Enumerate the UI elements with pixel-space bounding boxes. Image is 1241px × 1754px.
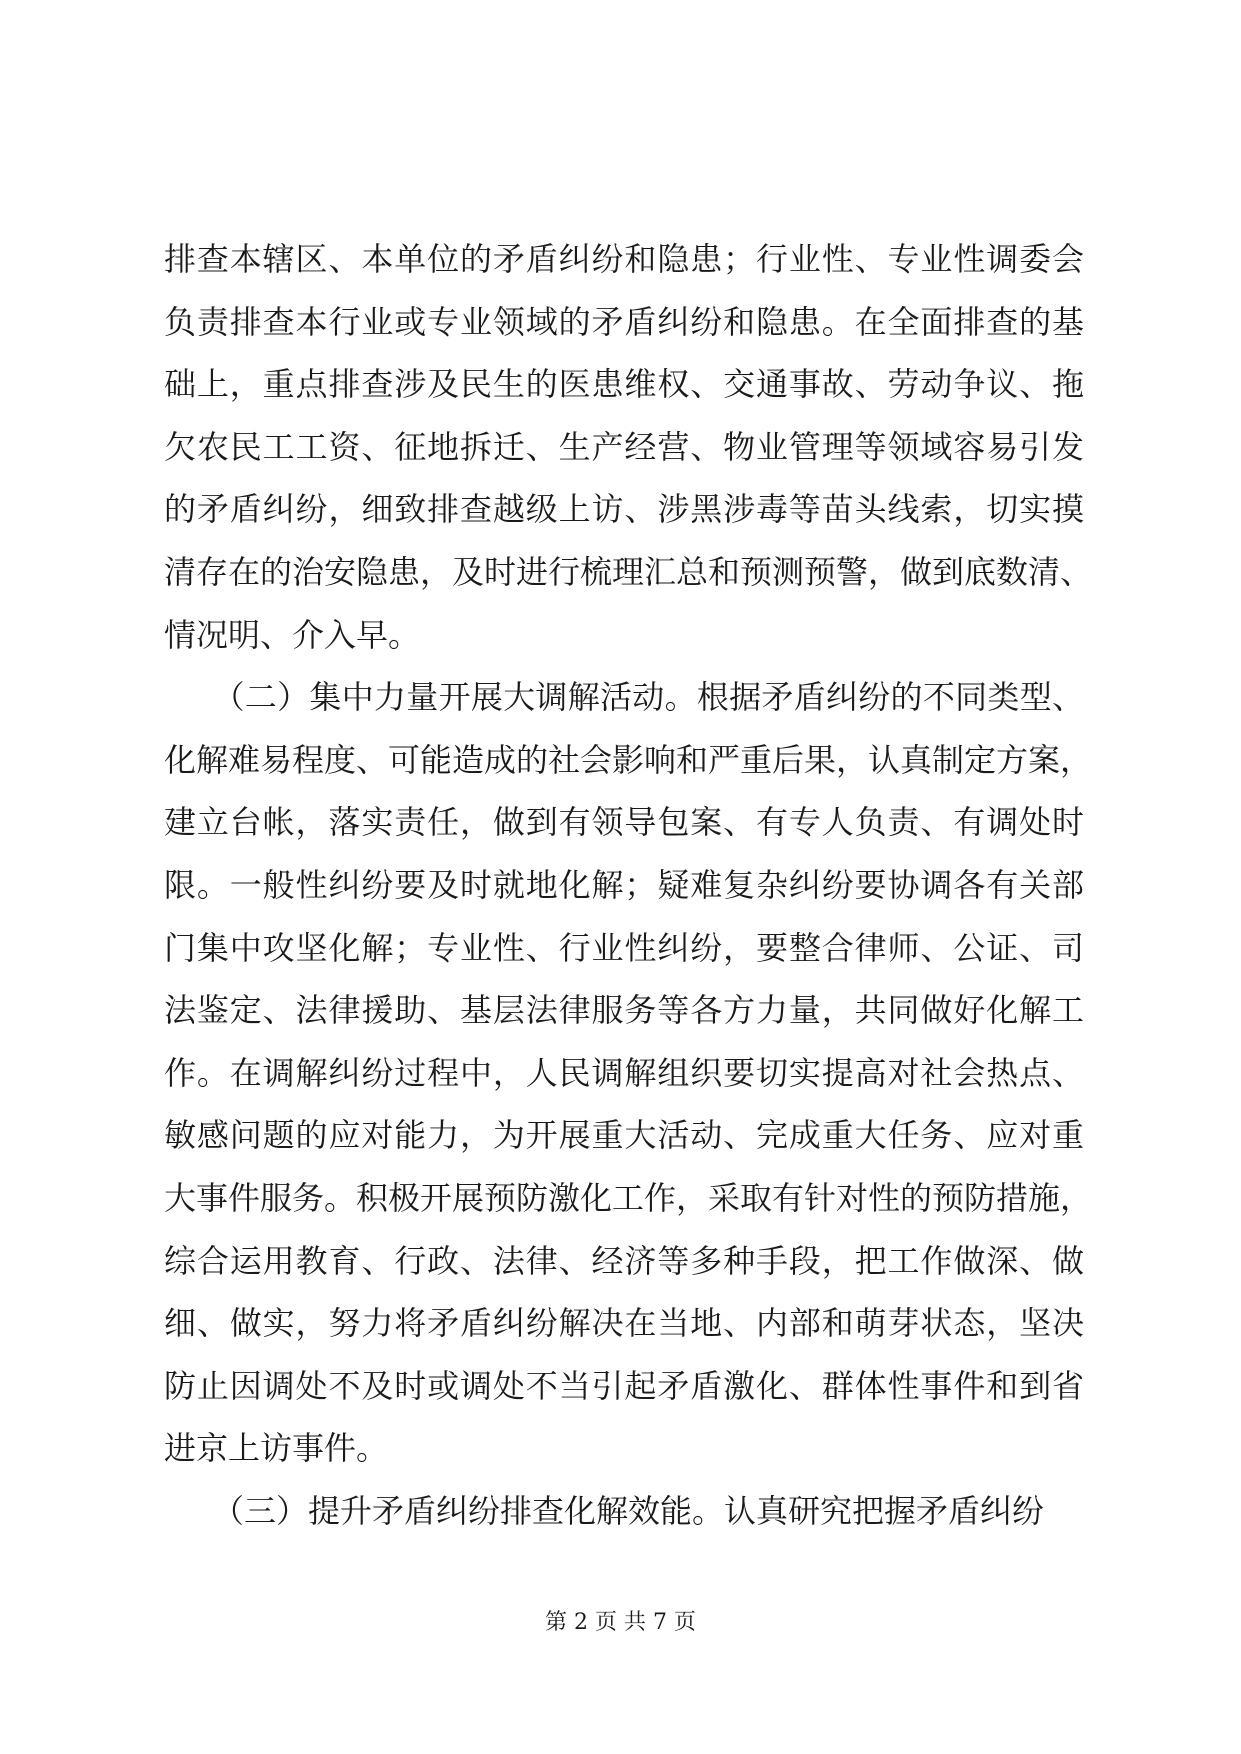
text-line: 作。在调解纠纷过程中，人民调解组织要切实提高对社会热点、: [164, 1053, 1084, 1092]
page-footer: 第 2 页 共 7 页: [545, 1610, 696, 1635]
text-line: 门集中攻坚化解；专业性、行业性纠纷，要整合律师、公证、司: [164, 928, 1084, 967]
text-line: 负责排查本行业或专业领域的矛盾纠纷和隐患。在全面排查的基: [164, 302, 1084, 341]
text-line: 化解难易程度、可能造成的社会影响和严重后果，认真制定方案，: [164, 740, 1093, 779]
text-line: 大事件服务。积极开展预防激化工作，采取有针对性的预防措施，: [164, 1178, 1093, 1217]
text-line: 法鉴定、法律援助、基层法律服务等各方力量，共同做好化解工: [164, 991, 1084, 1030]
text-line: 建立台帐，落实责任，做到有领导包案、有专人负责、有调处时: [164, 803, 1084, 842]
text-line: 的矛盾纠纷，细致排查越级上访、涉黑涉毒等苗头线索，切实摸: [164, 490, 1084, 529]
text-line: （二）集中力量开展大调解活动。根据矛盾纠纷的不同类型、: [164, 678, 1084, 717]
text-line: 欠农民工工资、征地拆迁、生产经营、物业管理等领域容易引发: [164, 427, 1084, 466]
text-line: 防止因调处不及时或调处不当引起矛盾激化、群体性事件和到省: [164, 1366, 1084, 1405]
text-line: 排查本辖区、本单位的矛盾纠纷和隐患；行业性、专业性调委会: [164, 240, 1084, 278]
text-line: 敏感问题的应对能力，为开展重大活动、完成重大任务、应对重: [164, 1116, 1084, 1155]
text-line: 综合运用教育、行政、法律、经济等多种手段，把工作做深、做: [164, 1241, 1084, 1280]
document-body: [164, 228, 1093, 1542]
text-line: 情况明、介入早。: [164, 615, 421, 654]
text-line: 清存在的治安隐患，及时进行梳理汇总和预测预警，做到底数清、: [164, 552, 1093, 591]
text-line: 进京上访事件。: [164, 1429, 389, 1468]
text-line: （三）提升矛盾纠纷排查化解效能。认真研究把握矛盾纠纷: [164, 1491, 1045, 1530]
text-line: 细、做实，努力将矛盾纠纷解决在当地、内部和萌芽状态，坚决: [164, 1304, 1084, 1343]
text-line: 限。一般性纠纷要及时就地化解；疑难复杂纠纷要协调各有关部: [164, 865, 1084, 904]
text-line: 础上，重点排查涉及民生的医患维权、交通事故、劳动争议、拖: [164, 365, 1084, 404]
